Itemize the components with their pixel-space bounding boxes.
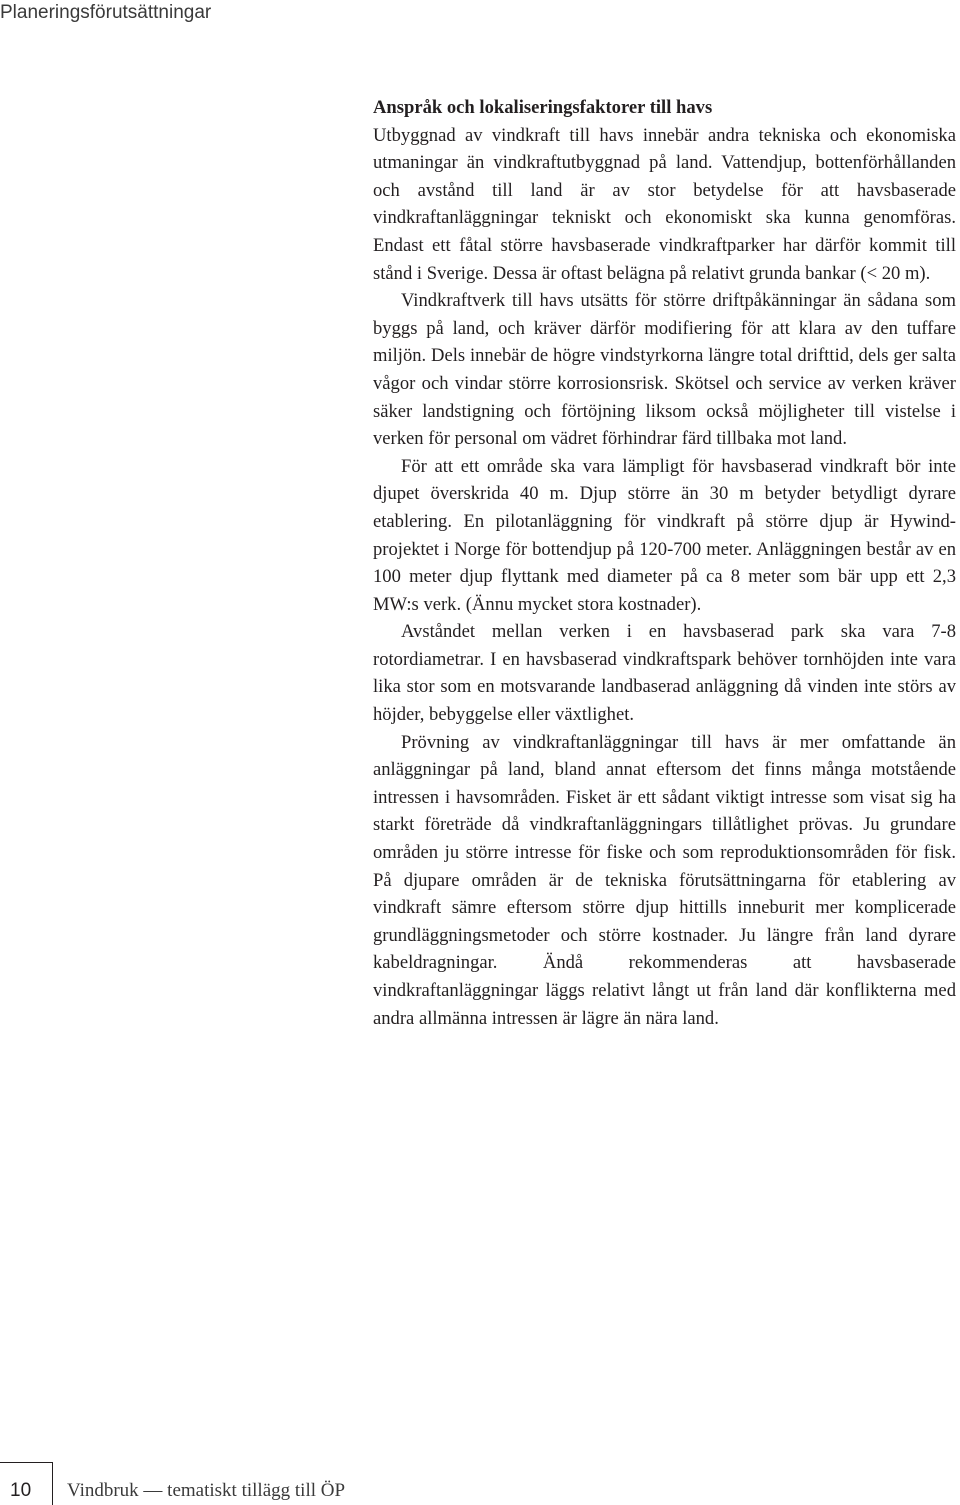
running-head: Planeringsförutsättningar xyxy=(0,2,212,23)
page-number: 10 xyxy=(10,1480,32,1501)
paragraph-4: Avståndet mellan verken i en havsbaserad park ska vara 7-8 rotordiametrar. I en havsbaserad vindkraftspark behöver tornhöjden inte vara lika stor som en motsvarande landbaserad anläggning då vinden inte störs av höjder, bebyggelse eller växtlighet. xyxy=(373,621,956,726)
paragraph-5: Prövning av vindkraftanläggningar till havs är mer omfattande än anläggningar på land, bland annat eftersom det finns många motstående intressen i havsområden. Fisket är ett sådant viktigt intresse som visat sig ha starkt företräde då vindkraftanläggningars tillåtlighet prövas. Ju grundare områden ju större intresse för fiske och som reproduktionsområden för fisk. På djupare områden är de tekniska förutsättningarna för etablering av vindkraft sämre eftersom större djup hittills inneburit mer komplicerade grundläggningsmetoder och större kostnader. Ju längre från land dyrare kabeldragningar. Ändå rekommenderas att havsbaserade vindkraftanläggningar läggs relativt långt ut från land där konflikterna med andra allmänna intressen är lägre än nära land. xyxy=(373,731,956,1029)
paragraph-2: Vindkraftverk till havs utsätts för större driftpåkänningar än sådana som byggs på land, och kräver därför modifiering för att klara av den tuffare miljön. Dels innebär de högre vindstyrkorna längre total drifttid, dels ger salta vågor och vindar större korrosionsrisk. Skötsel och service av verken kräver säker landstigning och förtöjning liksom också möjligheter till vistelse i verken för personal om vädret förhindrar färd tillbaka mot land. xyxy=(373,290,956,450)
body-column xyxy=(373,94,956,1032)
section-heading: Anspråk och lokaliseringsfaktorer till havs xyxy=(373,97,713,118)
footer-rule xyxy=(0,1462,52,1463)
paragraph-1: Utbyggnad av vindkraft till havs innebär andra tekniska och ekonomiska utmaningar än vindkraftutbyggnad på land. Vattendjup, bottenförhållanden och avstånd till land är av stor betydelse för att havsbaserade vindkraftanläggningar tekniskt och ekonomiskt ska kunna genomföras. Endast ett fåtal större havsbaserade vindkraftparker har därför kommit till stånd i Sverige. Dessa är oftast belägna på relativt grunda bankar (< 20 m). xyxy=(373,124,956,284)
footer-publication-title: Vindbruk — tematiskt tillägg till ÖP xyxy=(67,1480,346,1501)
footer-divider xyxy=(52,1462,53,1505)
paragraph-3: För att ett område ska vara lämpligt för havsbaserad vindkraft bör inte djupet överskrida 40 m. Djup större än 30 m betyder betydligt dyrare etablering. En pilotanläggning för vindkraft på större djup är Hywind-projektet i Norge för bottendjup på 120-700 meter. Anläggningen består av en 100 meter djup flyttank med diameter på ca 8 meter som bär upp ett 2,3 MW:s verk. (Ännu mycket stora kostnader). xyxy=(373,455,956,615)
